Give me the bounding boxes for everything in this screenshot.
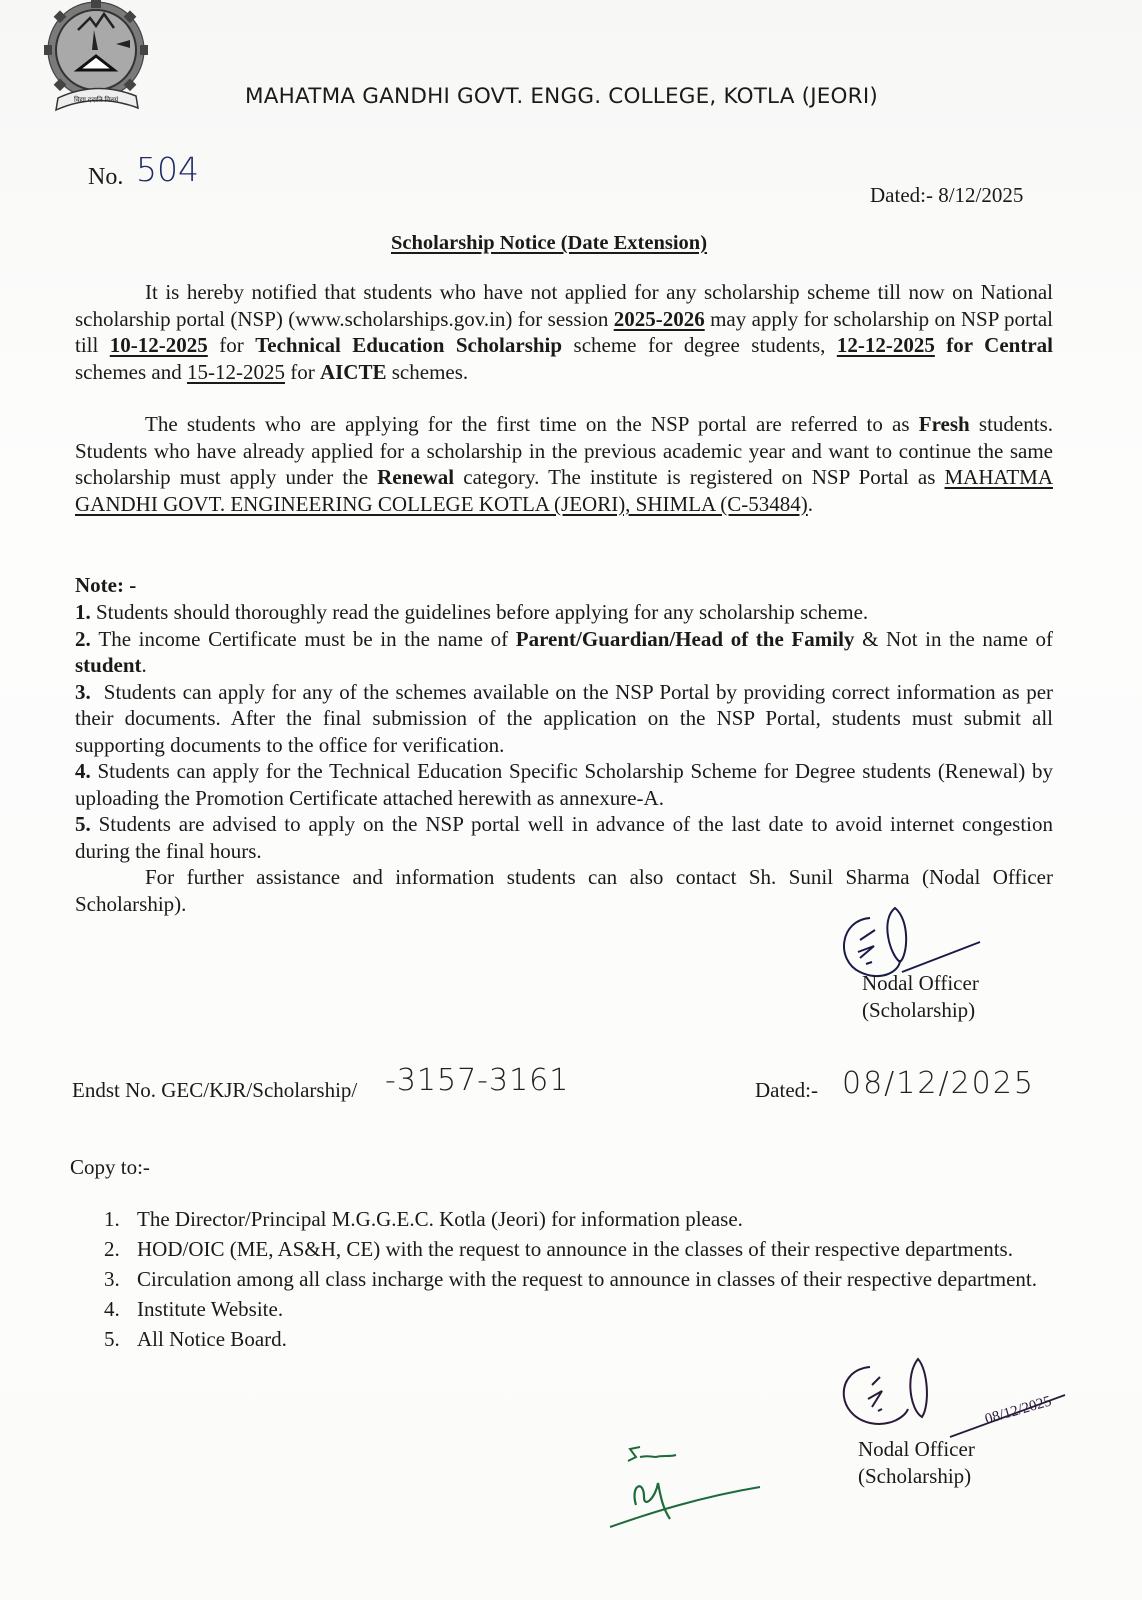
notice-date: Dated:- 8/12/2025 — [870, 183, 1024, 207]
note-item: 5. Students are advised to apply on the NSP portal well in advance of the last date to avoid internet congestion during the final hours. — [75, 812, 1054, 863]
note-item: 4. Students can apply for the Technical Education Specific Scholarship Scheme for Degree students (Renewal) by uploading the Promotion Certificate attached herewith as annexure-A. — [75, 759, 1054, 810]
notice-number-handwritten: 504 — [136, 150, 199, 189]
signatory-block-2: Nodal Officer (Scholarship) — [858, 1437, 975, 1488]
notes-list — [75, 599, 1053, 864]
date-central: 12-12-2025 — [836, 333, 935, 357]
note-item: 1. Students should thoroughly read the guidelines before applying for any scholarship scheme. — [75, 600, 869, 624]
contact-paragraph: For further assistance and information students can also contact Sh. Sunil Sharma (Nodal Officer Scholarship). — [75, 865, 1053, 916]
note-item: 2. The income Certificate must be in the name of Parent/Guardian/Head of the Family & Not in the name of student. — [75, 626, 1054, 677]
paragraph-fresh-renewal: The students who are applying for the first time on the NSP portal are referred to as Fresh students. Students who have already applied for a scholarship in the previous academic year and want to continue the same scholarship must apply under the Renewal category. The institute is registered on NSP Portal as MAHATMA GANDHI GOVT. ENGINEERING COLLEGE KOTLA (JEORI), SHIMLA (C-53484). — [75, 412, 1053, 516]
svg-text:08/12/2025: 08/12/2025 — [983, 1393, 1054, 1428]
endorsement-date-label: Dated:- — [755, 1078, 818, 1102]
note-item: 3. Students can apply for any of the schemes available on the NSP Portal by providing correct information as per their documents. After the final submission of the application on the NSP Portal, students must submit all supporting documents to the office for verification. — [75, 679, 1054, 757]
session-year: 2025-2026 — [613, 306, 705, 331]
copy-to-item: 4. Institute Website. — [104, 1297, 284, 1321]
copy-to-item: 1. The Director/Principal M.G.G.E.C. Kotla (Jeori) for information please. — [104, 1207, 743, 1231]
copy-to-heading: Copy to:- — [70, 1155, 150, 1179]
notice-title: Scholarship Notice (Date Extension) — [391, 232, 708, 254]
endorsement-number-label: Endst No. GEC/KJR/Scholarship/ — [72, 1078, 358, 1102]
college-logo-icon — [18, 0, 168, 125]
copy-to-item: 5. All Notice Board. — [104, 1327, 287, 1351]
copy-to-list — [104, 1204, 1046, 1354]
institute-registered-name: MAHATMA GANDHI GOVT. ENGINEERING COLLEGE KOTLA (JEORI), SHIMLA (C-53484) — [75, 465, 1053, 516]
paragraph-deadlines: It is hereby notified that students who have not applied for any scholarship scheme till now on National scholarship portal (NSP) (www.scholarships.gov.in) for session 2025-2026 may apply for scholarship on NSP portal till 10-12-2025 for Technical Education Scholarship scheme for degree students, 12-12-2025 for Central schemes and 15-12-2025 for AICTE schemes. — [75, 280, 1053, 384]
copy-to-item: 2. HOD/OIC (ME, AS&H, CE) with the request to announce in the classes of their respective departments. — [104, 1237, 1013, 1261]
signatory-block-1: Nodal Officer (Scholarship) — [862, 971, 979, 1022]
copy-to-item: 3. Circulation among all class incharge with the request to announce in classes of their respective department. — [104, 1267, 1037, 1291]
notes-heading: Note: - — [75, 573, 137, 597]
date-aicte: 15-12-2025 — [186, 359, 285, 384]
endorsement-date-handwritten: 08/12/2025 — [842, 1066, 1035, 1101]
date-technical: 10-12-2025 — [109, 333, 208, 357]
college-name: MAHATMA GANDHI GOVT. ENGG. COLLEGE, KOTLA (JEORI) — [245, 84, 878, 109]
endorsement-number-handwritten: -3157-3161 — [385, 1063, 570, 1098]
green-ink-signature-icon — [600, 1435, 770, 1535]
svg-text:विद्या ददाति विनयं: विद्या ददाति विनयं — [74, 96, 119, 104]
notice-number-label: No. — [88, 164, 124, 190]
